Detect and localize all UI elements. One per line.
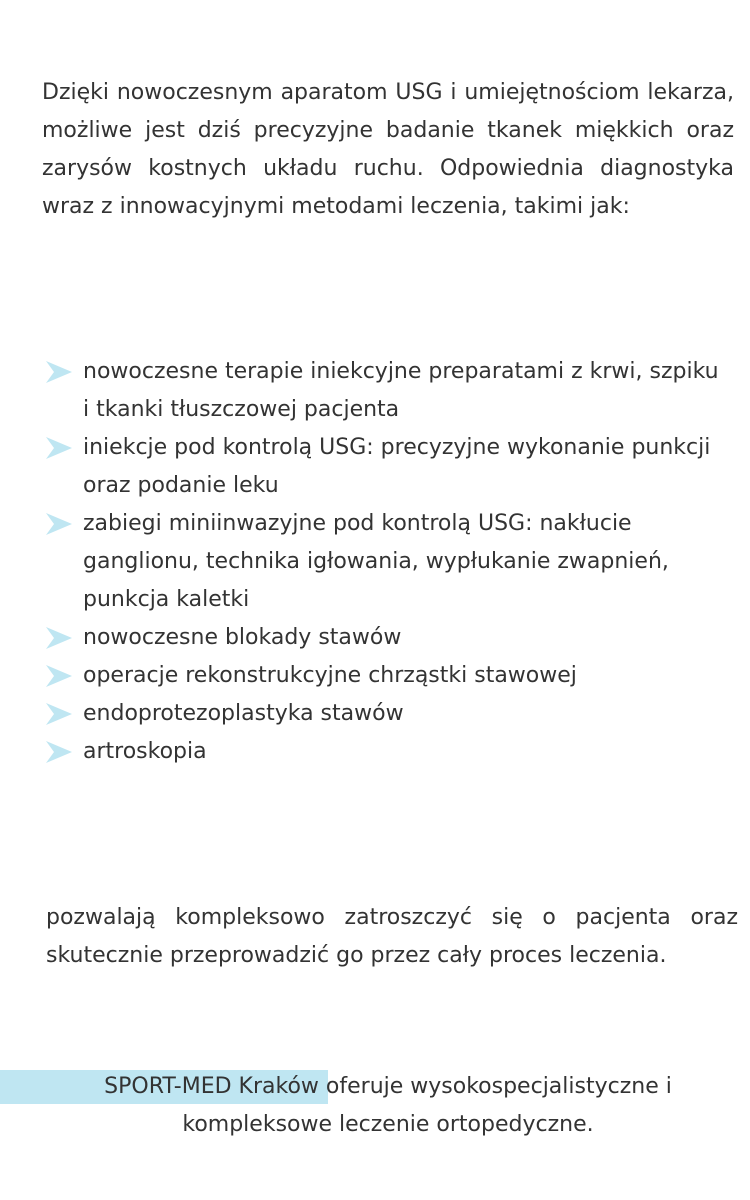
chevron-right-icon — [46, 361, 72, 383]
list-item-text: artroskopia — [83, 739, 207, 764]
list-item-text: nowoczesne terapie iniekcyjne preparatami z krwi, szpiku i tkanki tłuszczowej pacjenta — [83, 359, 719, 422]
list-item-text: endoprotezoplastyka stawów — [83, 701, 404, 726]
list-item — [44, 733, 724, 771]
list-item-text: operacje rekonstrukcyjne chrząstki stawowej — [83, 663, 577, 688]
list-item-text: zabiegi miniinwazyjne pod kontrolą USG: nakłucie ganglionu, technika igłowania, wypłukanie zwapnień, punkcja kaletki — [83, 511, 669, 612]
outro-paragraph: pozwalają kompleksowo zatroszczyć się o pacjenta oraz skutecznie przeprowadzić go przez cały proces leczenia. — [46, 905, 738, 968]
treatment-list — [44, 353, 724, 771]
chevron-right-icon — [46, 703, 72, 725]
closing-line-2: kompleksowe leczenie ortopedyczne. — [182, 1112, 594, 1137]
chevron-right-icon — [46, 437, 72, 459]
list-item — [44, 619, 724, 657]
closing-statement — [0, 1068, 750, 1144]
chevron-right-icon — [46, 513, 72, 535]
chevron-right-icon — [46, 741, 72, 763]
list-item — [44, 657, 724, 695]
brand-name: SPORT-MED Kraków — [104, 1074, 319, 1099]
intro-paragraph: Dzięki nowoczesnym aparatom USG i umiejętnościom lekarza, możliwe jest dziś precyzyjne badanie tkanek miękkich oraz zarysów kostnych układu ruchu. Odpowiednia diagnostyka wraz z innowacyjnymi metodami leczenia, takimi jak: — [42, 80, 734, 219]
list-item — [44, 353, 724, 429]
list-item — [44, 695, 724, 733]
list-item-text: nowoczesne blokady stawów — [83, 625, 402, 650]
list-item — [44, 429, 724, 505]
chevron-right-icon — [46, 665, 72, 687]
list-item-text: iniekcje pod kontrolą USG: precyzyjne wykonanie punkcji oraz podanie leku — [83, 435, 711, 498]
chevron-right-icon — [46, 627, 72, 649]
closing-line-1: oferuje wysokospecjalistyczne i — [318, 1074, 672, 1099]
list-item — [44, 505, 724, 619]
